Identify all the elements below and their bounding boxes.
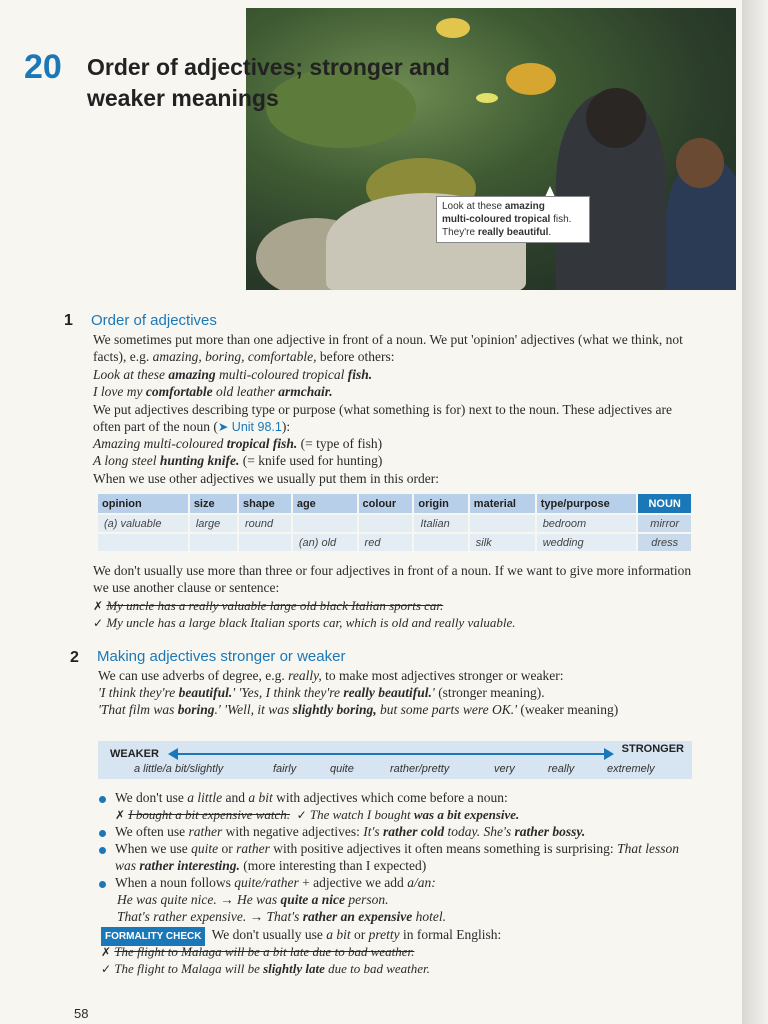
example-text: amazing, boring, comfortable, — [152, 349, 317, 364]
text: (more interesting than I expected) — [239, 858, 427, 873]
example-line — [98, 701, 658, 718]
aquarium-photo — [246, 8, 736, 290]
example-line — [98, 684, 698, 701]
table-header: size — [190, 494, 237, 513]
table-row — [98, 515, 691, 532]
fish-shape — [436, 18, 470, 38]
table-header: shape — [239, 494, 291, 513]
scale-word: rather/pretty — [390, 763, 450, 775]
paragraph — [93, 401, 693, 436]
table-cell: round — [239, 515, 291, 532]
bold-text: rather interesting. — [139, 858, 240, 873]
table-cell — [190, 534, 237, 551]
cross-icon: ✗ — [115, 808, 126, 822]
arrow-right-icon — [604, 748, 614, 760]
bold-text: rather cold — [382, 824, 445, 839]
text: → That's — [249, 909, 303, 924]
bullet-icon — [99, 881, 106, 888]
bubble-bold-text: multi-coloured tropical — [442, 214, 551, 225]
text: 'I think they're — [98, 685, 179, 700]
bold-text: really beautiful. — [343, 685, 432, 700]
page-gutter — [742, 0, 768, 1024]
bold-text: beautiful. — [178, 685, 233, 700]
table-cell — [98, 534, 188, 551]
text: ' 'Yes, I think they're — [232, 685, 344, 700]
text: hotel. — [412, 909, 447, 924]
example-text: The watch I bought — [306, 807, 414, 822]
table-cell: (an) old — [293, 534, 357, 551]
text: (weaker meaning) — [517, 702, 619, 717]
text: ' — [431, 685, 435, 700]
bubble-bold-text: really beautiful — [477, 227, 549, 238]
struck-example-text: The flight to Malaga will be a bit late due to bad weather. — [114, 944, 415, 959]
example-text: The flight to Malaga will be — [111, 961, 264, 976]
text: with negative adjectives: — [222, 824, 364, 839]
text: ): — [281, 419, 291, 434]
example-text: a/an: — [407, 875, 436, 890]
text: When we use — [115, 841, 192, 856]
bubble-text: fish. — [550, 214, 572, 225]
example-line — [93, 435, 693, 452]
speech-bubble — [436, 196, 590, 243]
text: with adjectives which come before a noun: — [272, 790, 508, 805]
scale-word: fairly — [273, 763, 297, 775]
text: in formal English: — [399, 927, 502, 942]
text: When a noun follows — [115, 875, 235, 890]
text: (= type of fish) — [297, 436, 383, 451]
table-cell: red — [359, 534, 413, 551]
table-header: opinion — [98, 494, 188, 513]
table-header: material — [470, 494, 535, 513]
example-line — [117, 891, 717, 908]
bold-text: boring — [177, 702, 215, 717]
example-text: a little — [187, 790, 223, 805]
example-text: today. She's — [444, 824, 515, 839]
struck-example-text: My uncle has a really valuable large old black Italian sports car. — [106, 598, 444, 613]
table-cell: Italian — [414, 515, 467, 532]
section-title: Making adjectives stronger or weaker — [97, 648, 346, 665]
formality-check-badge: FORMALITY CHECK — [101, 927, 205, 946]
scale-word: quite — [330, 763, 354, 775]
scale-word: a little/a bit/slightly — [134, 763, 224, 775]
right-example — [93, 614, 693, 632]
example-text: rather — [188, 824, 223, 839]
bubble-text: . — [548, 227, 552, 238]
person-head-shape — [676, 138, 724, 188]
table-cell: silk — [470, 534, 535, 551]
bubble-text: They're — [442, 227, 478, 238]
paragraph: We don't usually use more than three or four adjectives in front of a noun. If we want to give more information we use another clause or sentence: — [93, 563, 692, 595]
bullet-icon — [99, 796, 106, 803]
bold-text: quite a nice — [280, 892, 345, 907]
fish-shape — [506, 63, 556, 95]
example-line — [93, 366, 693, 383]
table-header-row — [98, 494, 691, 513]
table-header: NOUN — [638, 494, 691, 513]
bold-text: rather bossy. — [514, 824, 586, 839]
bullet-text — [115, 789, 715, 806]
bold-text: was a bit expensive. — [413, 807, 520, 822]
wrong-example — [93, 597, 693, 615]
text: We often use — [115, 824, 189, 839]
text: We can use adverbs of degree, e.g. — [98, 668, 289, 683]
scale-word: really — [548, 763, 575, 775]
bullet-text — [115, 840, 680, 874]
struck-example-text: I bought a bit expensive watch. — [128, 807, 291, 822]
bullet-icon — [99, 847, 106, 854]
text: .' 'Well, it was — [214, 702, 293, 717]
example-text: a bit — [326, 927, 351, 942]
paragraph: When we use other adjectives we usually put them in this order: — [93, 471, 440, 486]
table-cell — [359, 515, 413, 532]
bold-text: slightly boring, — [292, 702, 377, 717]
bullet-icon — [99, 830, 106, 837]
bubble-bold-text: amazing — [504, 201, 545, 212]
table-header: type/purpose — [537, 494, 637, 513]
table-cell: large — [190, 515, 237, 532]
person-head-shape — [586, 88, 646, 148]
table-cell — [414, 534, 467, 551]
text: We sometimes put more than one adjective in front of a noun. We put 'opinion' adjectives (what we think, not facts), e.g. — [93, 332, 683, 364]
table-cell: mirror — [638, 515, 691, 532]
text: We don't usually use — [208, 927, 327, 942]
table-header: age — [293, 494, 357, 513]
text: old leather — [212, 384, 279, 399]
example-text: a bit — [248, 790, 273, 805]
text: before others: — [316, 349, 395, 364]
unit-reference-link[interactable]: ➤ Unit 98.1 — [217, 420, 282, 434]
text: or — [350, 927, 369, 942]
section-number: 2 — [70, 649, 79, 666]
bold-text: comfortable — [145, 384, 213, 399]
text: That's rather expensive. — [117, 909, 250, 924]
cross-icon: ✗ — [101, 945, 112, 959]
bubble-text: Look at these — [442, 201, 505, 212]
example-text: due to bad weather. — [324, 961, 430, 976]
text: Look at these — [93, 367, 169, 382]
check-icon: ✓ — [101, 962, 112, 976]
text: He was quite nice. — [117, 892, 221, 907]
table-cell — [293, 515, 357, 532]
example-text: quite — [191, 841, 219, 856]
example-text: That lesson was — [115, 841, 679, 873]
text: + adjective we add — [298, 875, 408, 890]
text: (stronger meaning). — [434, 685, 545, 700]
scale-line — [176, 753, 608, 755]
check-icon: ✓ — [93, 616, 104, 630]
paragraph — [93, 331, 693, 365]
section-title: Order of adjectives — [91, 312, 217, 329]
scale-word: very — [494, 763, 515, 775]
table-header: colour — [359, 494, 413, 513]
example-line — [93, 383, 693, 400]
cross-icon: ✗ — [93, 599, 104, 613]
right-example — [101, 960, 701, 978]
bold-text: amazing — [168, 367, 216, 382]
table-cell — [239, 534, 291, 551]
table-cell: (a) valuable — [98, 515, 188, 532]
wrong-example — [101, 943, 701, 961]
example-text: It's — [363, 824, 383, 839]
paragraph — [98, 667, 698, 684]
scale-stronger-label: STRONGER — [621, 743, 684, 755]
table-header: origin — [414, 494, 467, 513]
text: I love my — [93, 384, 146, 399]
text: and — [222, 790, 249, 805]
table-row — [98, 534, 691, 551]
strength-scale — [98, 741, 692, 779]
example-text: rather — [236, 841, 270, 856]
unit-number: 20 — [24, 48, 62, 86]
scale-weaker-label: WEAKER — [110, 748, 159, 760]
text: → He was — [220, 892, 281, 907]
table-cell: wedding — [537, 534, 637, 551]
text: multi-coloured tropical — [215, 367, 348, 382]
example-line — [117, 908, 717, 925]
text: We put adjectives describing type or purpose (what something is for) next to the noun. These adjectives are often part of the noun ( — [93, 402, 672, 434]
example-text: My uncle has a large black Italian sports car, which is old and really valuable. — [106, 615, 516, 630]
page-number: 58 — [74, 1006, 89, 1021]
example-text: really, — [288, 668, 322, 683]
text: (= knife used for hunting) — [239, 453, 383, 468]
bold-text: fish. — [347, 367, 373, 382]
table-cell: dress — [638, 534, 691, 551]
text: or — [218, 841, 237, 856]
bold-text: armchair. — [278, 384, 333, 399]
example-line — [115, 806, 715, 824]
unit-title: Order of adjectives; stronger and weaker meanings — [87, 54, 450, 111]
bold-text: rather an expensive — [302, 909, 413, 924]
example-text: pretty — [368, 927, 400, 942]
text: 'That film was — [98, 702, 178, 717]
example-text: quite/rather — [234, 875, 299, 890]
text: to make most adjectives stronger or weaker: — [321, 668, 564, 683]
text: but some parts were OK.' — [376, 702, 518, 717]
table-cell — [470, 515, 535, 532]
bold-text: hunting knife. — [159, 453, 240, 468]
check-icon: ✓ — [296, 808, 307, 822]
text: A long steel — [93, 453, 160, 468]
text: We don't use — [115, 790, 188, 805]
section-number: 1 — [64, 312, 73, 329]
text: person. — [344, 892, 389, 907]
example-line — [93, 452, 693, 469]
text: with positive adjectives it often means something is surprising: — [269, 841, 618, 856]
scale-word: extremely — [607, 763, 655, 775]
adjective-order-table — [96, 492, 693, 553]
text: Amazing multi-coloured — [93, 436, 227, 451]
bold-text: slightly late — [263, 961, 325, 976]
bold-text: tropical fish. — [226, 436, 298, 451]
bullet-text — [115, 823, 715, 840]
bullet-text — [115, 874, 715, 891]
table-cell: bedroom — [537, 515, 637, 532]
